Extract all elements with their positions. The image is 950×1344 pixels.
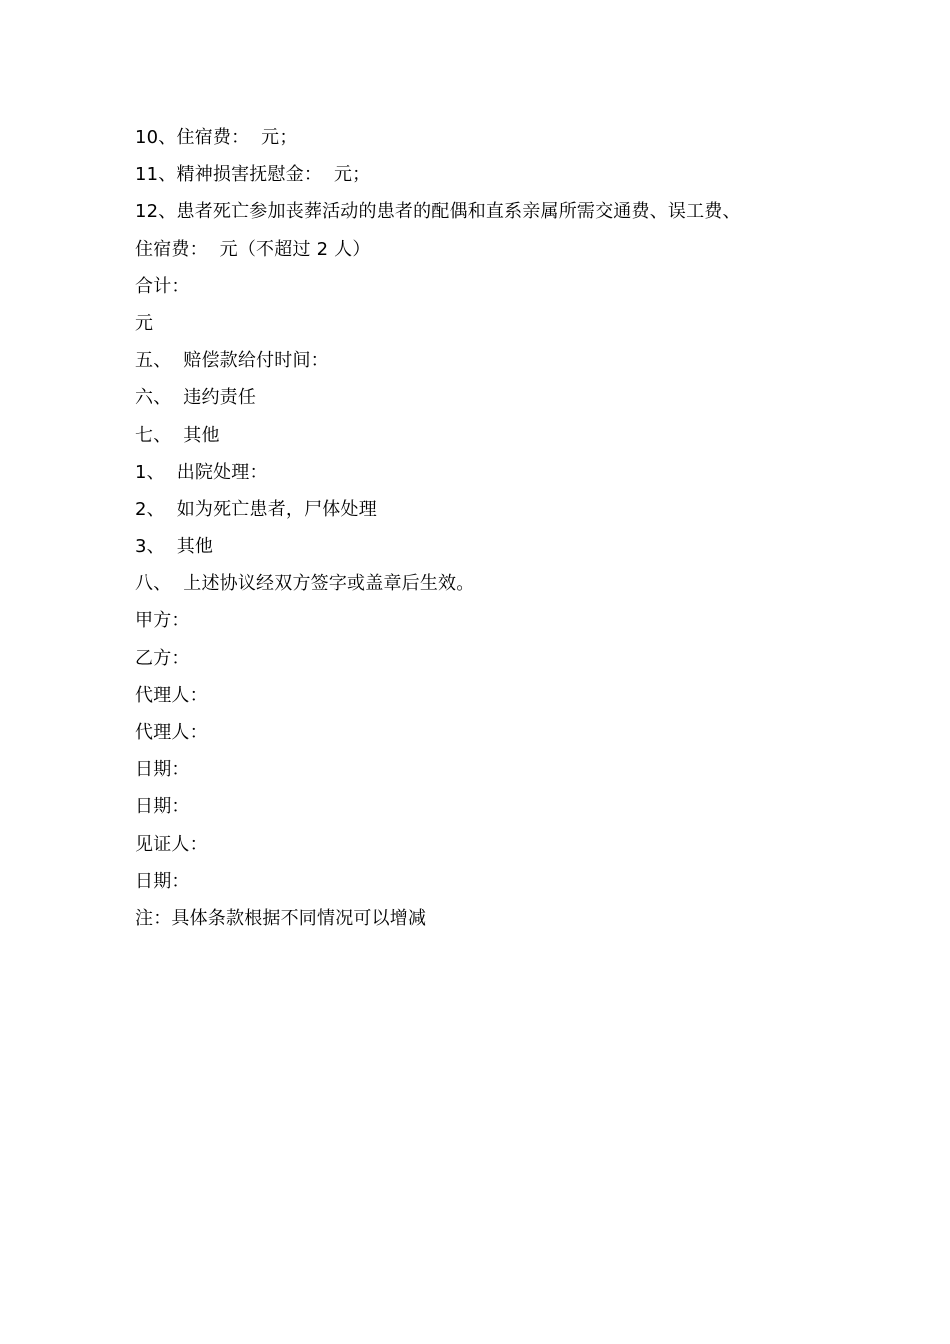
item-11-mental-damage-compensation: 11、精神损害抚慰金： 元；	[135, 164, 371, 186]
item-12-funeral-expenses: 12、患者死亡参加丧葬活动的患者的配偶和直系亲属所需交通费、误工费、	[135, 201, 741, 223]
date-label: 日期：	[135, 870, 190, 892]
section-7-other: 七、 其他	[135, 424, 220, 446]
section-6-breach-liability: 六、 违约责任	[135, 387, 257, 409]
subitem-3-other: 3、 其他	[135, 536, 214, 558]
party-a-label: 甲方：	[135, 610, 190, 632]
total-unit: 元	[135, 312, 154, 334]
subitem-1-discharge: 1、 出院处理：	[135, 461, 268, 483]
item-10-lodging-fee: 10、住宿费： 元；	[135, 127, 298, 148]
witness-label: 见证人：	[135, 833, 208, 855]
date-label: 日期：	[135, 759, 190, 781]
total-label: 合计：	[135, 275, 190, 297]
document-body	[135, 124, 815, 942]
subitem-2-remains-handling: 2、 如为死亡患者，尸体处理	[135, 498, 377, 520]
item-12-funeral-expenses-continued: 住宿费： 元（不超过 2 人）	[135, 238, 371, 260]
party-b-label: 乙方：	[135, 647, 190, 669]
date-label: 日期：	[135, 796, 190, 818]
section-5-payment-time: 五、 赔偿款给付时间：	[135, 350, 329, 372]
footnote: 注：具体条款根据不同情况可以增减	[135, 907, 427, 929]
agent-label: 代理人：	[135, 684, 208, 706]
section-8-effectiveness: 八、 上述协议经双方签字或盖章后生效。	[135, 573, 475, 595]
agent-label: 代理人：	[135, 722, 208, 743]
